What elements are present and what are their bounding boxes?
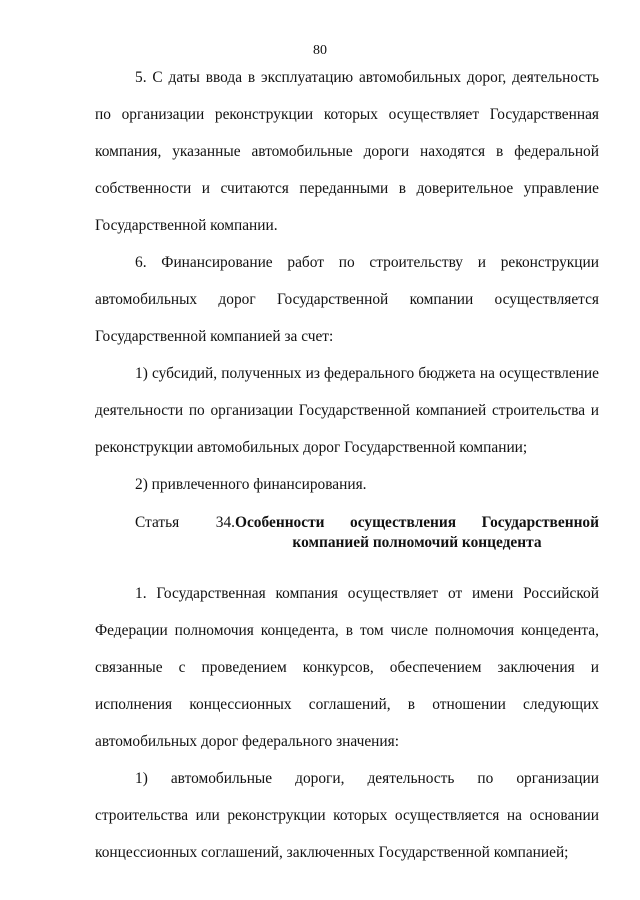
text-block-top xyxy=(95,59,599,503)
paragraph-subitem-1-subsidies: 1) субсидий, полученных из федерального бюджета на осуществление деятельности по организации Государственной компанией строительства и реконструкции автомобильных дорог Государственной компании; xyxy=(95,365,599,456)
paragraph-item-1-concedent: 1. Государственная компания осуществляет от имени Российской Федерации полномочия концедента, в том числе полномочия концедента, связанные с проведением конкурсов, обеспечением заключения и исполнения концессионных соглашений, в отношении следующих автомобильных дорог федерального значения: xyxy=(95,585,599,750)
article-label xyxy=(95,513,235,533)
paragraph-subitem-1-roads: 1) автомобильные дороги, деятельность по организации строительства или реконструкции которых осуществляется на основании концессионных соглашений, заключенных Государственной компанией; xyxy=(95,770,599,861)
article-heading xyxy=(95,513,599,553)
paragraph-item-6: 6. Финансирование работ по строительству и реконструкции автомобильных дорог Государственной компании осуществляется Государственной компанией за счет: xyxy=(95,254,599,345)
paragraph-subitem-2-financing: 2) привлеченного финансирования. xyxy=(135,476,367,493)
text-block-bottom xyxy=(95,575,599,871)
article-number: 34. xyxy=(215,514,235,531)
page-number: 80 xyxy=(313,43,327,58)
article-title: Особенности осуществления Государственной компанией полномочий концедента xyxy=(235,514,599,551)
paragraph-item-5: 5. С даты ввода в эксплуатацию автомобильных дорог, деятельность по организации реконструкции которых осуществляет Государственная компания, указанные автомобильные дороги находятся в федеральной собственности и считаются переданными в доверительное управление Государственной компании. xyxy=(95,69,599,234)
article-word: Статья xyxy=(135,514,180,531)
